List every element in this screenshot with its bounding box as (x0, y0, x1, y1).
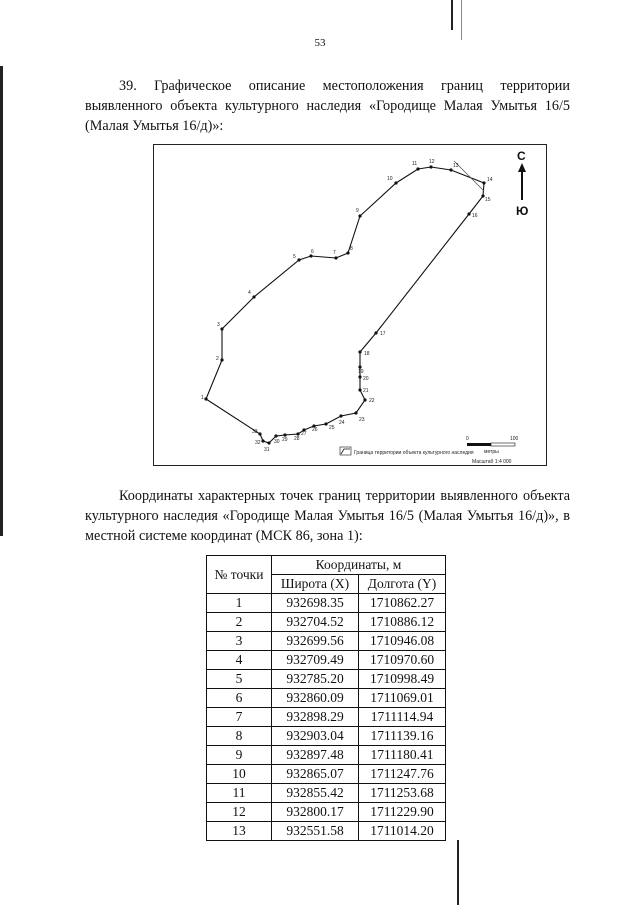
boundary-point-label: 13 (453, 163, 459, 169)
boundary-point-label: 31 (264, 447, 270, 453)
scale-unit-label: метры (484, 449, 499, 455)
point-number-cell: 10 (207, 765, 272, 784)
boundary-point-marker (220, 358, 223, 361)
boundary-point-label: 15 (485, 197, 491, 203)
scale-max-label: 100 (510, 436, 519, 442)
legend-swatch-box (340, 447, 351, 455)
table-row (207, 651, 446, 670)
boundary-point-marker (324, 422, 327, 425)
boundary-point-marker (358, 375, 361, 378)
latitude-cell: 932698.35 (272, 594, 359, 613)
boundary-point-label: 7 (333, 250, 336, 256)
boundary-point-label: 4 (248, 290, 251, 296)
boundary-point-marker (429, 165, 432, 168)
longitude-cell: 1711247.76 (359, 765, 446, 784)
header-point-number: № точки (207, 556, 272, 594)
boundary-point-label: 17 (380, 331, 386, 337)
coordinates-caption (85, 486, 570, 546)
boundary-point-label: 19 (358, 369, 364, 375)
table-row (207, 613, 446, 632)
page-number: 53 (314, 37, 326, 49)
legend-text: Граница территории объекта культурного наследия (354, 450, 474, 456)
boundary-point-marker (339, 414, 342, 417)
boundary-point-label: 2 (216, 356, 219, 362)
boundary-point-label: 24 (339, 420, 345, 426)
longitude-cell: 1710970.60 (359, 651, 446, 670)
boundary-point-marker (258, 432, 261, 435)
boundary-point-label: 11 (412, 161, 418, 167)
table-row (207, 784, 446, 803)
scan-artifact-top-line (451, 0, 453, 30)
boundary-point-marker (358, 388, 361, 391)
boundary-point-marker (274, 434, 277, 437)
boundary-line (206, 167, 484, 443)
header-latitude: Широта (X) (272, 575, 359, 594)
boundary-point-marker (363, 398, 366, 401)
boundary-point-marker (374, 331, 377, 334)
boundary-point-label: 25 (329, 425, 335, 431)
point-number-cell: 12 (207, 803, 272, 822)
legend-line-icon (341, 449, 350, 454)
boundary-point-marker (354, 411, 357, 414)
boundary-point-label: 33 (252, 429, 258, 435)
boundary-point-label: 18 (364, 351, 370, 357)
point-number-cell: 4 (207, 651, 272, 670)
point-number-cell: 8 (207, 727, 272, 746)
longitude-cell: 1711180.41 (359, 746, 446, 765)
scale-zero-label: 0 (466, 436, 469, 442)
boundary-point-label: 10 (387, 176, 393, 182)
boundary-point-label: 16 (472, 213, 478, 219)
longitude-cell: 1710946.08 (359, 632, 446, 651)
boundary-point-label: 29 (282, 437, 288, 443)
latitude-cell: 932897.48 (272, 746, 359, 765)
table-row (207, 632, 446, 651)
boundary-map-drawing (154, 145, 548, 467)
section-heading (85, 76, 570, 136)
boundary-point-label: 22 (369, 398, 375, 404)
boundary-point-label: 20 (363, 376, 369, 382)
longitude-cell: 1711139.16 (359, 727, 446, 746)
boundary-point-marker (252, 295, 255, 298)
longitude-cell: 1710998.49 (359, 670, 446, 689)
boundary-point-label: 5 (293, 254, 296, 260)
scan-artifact-bottom-line (457, 840, 459, 905)
compass-north-letter: С (517, 149, 526, 163)
boundary-point-label: 21 (363, 388, 369, 394)
coordinates-table (206, 555, 446, 841)
boundary-point-label: 12 (429, 159, 435, 165)
header-longitude: Долгота (Y) (359, 575, 446, 594)
boundary-point-marker (394, 181, 397, 184)
boundary-point-label: 28 (294, 436, 300, 442)
point-number-cell: 11 (207, 784, 272, 803)
longitude-cell: 1710886.12 (359, 613, 446, 632)
header-coordinates: Координаты, м (272, 556, 446, 575)
table-row (207, 594, 446, 613)
point-number-cell: 13 (207, 822, 272, 841)
point-number-cell: 1 (207, 594, 272, 613)
boundary-point-marker (358, 350, 361, 353)
latitude-cell: 932860.09 (272, 689, 359, 708)
table-row (207, 765, 446, 784)
compass-arrow-icon (518, 163, 526, 172)
boundary-point-label: 14 (487, 177, 493, 183)
boundary-point-marker (220, 327, 223, 330)
scale-bar-dark (467, 443, 491, 446)
scale-ratio-label: Масштаб 1:4 000 (472, 459, 512, 465)
boundary-map (153, 144, 547, 466)
boundary-point-label: 8 (350, 246, 353, 252)
boundary-point-label: 6 (311, 249, 314, 255)
latitude-cell: 932800.17 (272, 803, 359, 822)
table-row (207, 708, 446, 727)
boundary-point-marker (261, 439, 264, 442)
scan-artifact-left-edge (0, 66, 3, 536)
coordinates-table-body (207, 594, 446, 841)
boundary-point-marker (334, 256, 337, 259)
boundary-point-label: 30 (274, 439, 280, 445)
boundary-point-marker (297, 258, 300, 261)
latitude-cell: 932903.04 (272, 727, 359, 746)
latitude-cell: 932709.49 (272, 651, 359, 670)
boundary-point-marker (416, 167, 419, 170)
longitude-cell: 1711014.20 (359, 822, 446, 841)
latitude-cell: 932865.07 (272, 765, 359, 784)
table-row (207, 822, 446, 841)
boundary-point-label: 9 (356, 208, 359, 214)
table-row (207, 689, 446, 708)
latitude-cell: 932551.58 (272, 822, 359, 841)
table-row (207, 746, 446, 765)
boundary-point-label: 26 (312, 427, 318, 433)
boundary-point-label: 1 (201, 395, 204, 401)
scan-artifact-top-line-thin (461, 0, 462, 40)
point-number-cell: 5 (207, 670, 272, 689)
longitude-cell: 1710862.27 (359, 594, 446, 613)
point-number-cell: 2 (207, 613, 272, 632)
scale-bar-light (491, 443, 515, 446)
boundary-point-marker (204, 397, 207, 400)
boundary-point-label: 3 (217, 322, 220, 328)
longitude-cell: 1711229.90 (359, 803, 446, 822)
point-number-cell: 3 (207, 632, 272, 651)
point-number-cell: 6 (207, 689, 272, 708)
table-row (207, 803, 446, 822)
latitude-cell: 932785.20 (272, 670, 359, 689)
longitude-cell: 1711253.68 (359, 784, 446, 803)
coordinates-caption-text: Координаты характерных точек границ территории выявленного объекта культурного наследия «Городище Малая Умытья 16/5 (Малая Умытья 16/д)», в местной системе координат (МСК 86, зона 1): (85, 488, 570, 544)
section-heading-text: 39. Графическое описание местоположения границ территории выявленного объекта культурного наследия «Городище Малая Умытья 16/5 (Малая Умытья 16/д)»: (85, 78, 570, 134)
boundary-point-label: 32 (255, 440, 261, 446)
boundary-point-marker (482, 181, 485, 184)
latitude-cell: 932704.52 (272, 613, 359, 632)
boundary-point-marker (358, 214, 361, 217)
point-number-cell: 9 (207, 746, 272, 765)
latitude-cell: 932699.56 (272, 632, 359, 651)
boundary-point-marker (467, 212, 470, 215)
boundary-point-marker (267, 441, 270, 444)
boundary-point-label: 27 (301, 431, 307, 437)
longitude-cell: 1711069.01 (359, 689, 446, 708)
table-row (207, 670, 446, 689)
boundary-point-label: 23 (359, 417, 365, 423)
longitude-cell: 1711114.94 (359, 708, 446, 727)
point-number-cell: 7 (207, 708, 272, 727)
table-row (207, 727, 446, 746)
latitude-cell: 932898.29 (272, 708, 359, 727)
latitude-cell: 932855.42 (272, 784, 359, 803)
compass-south-letter: Ю (516, 204, 529, 218)
